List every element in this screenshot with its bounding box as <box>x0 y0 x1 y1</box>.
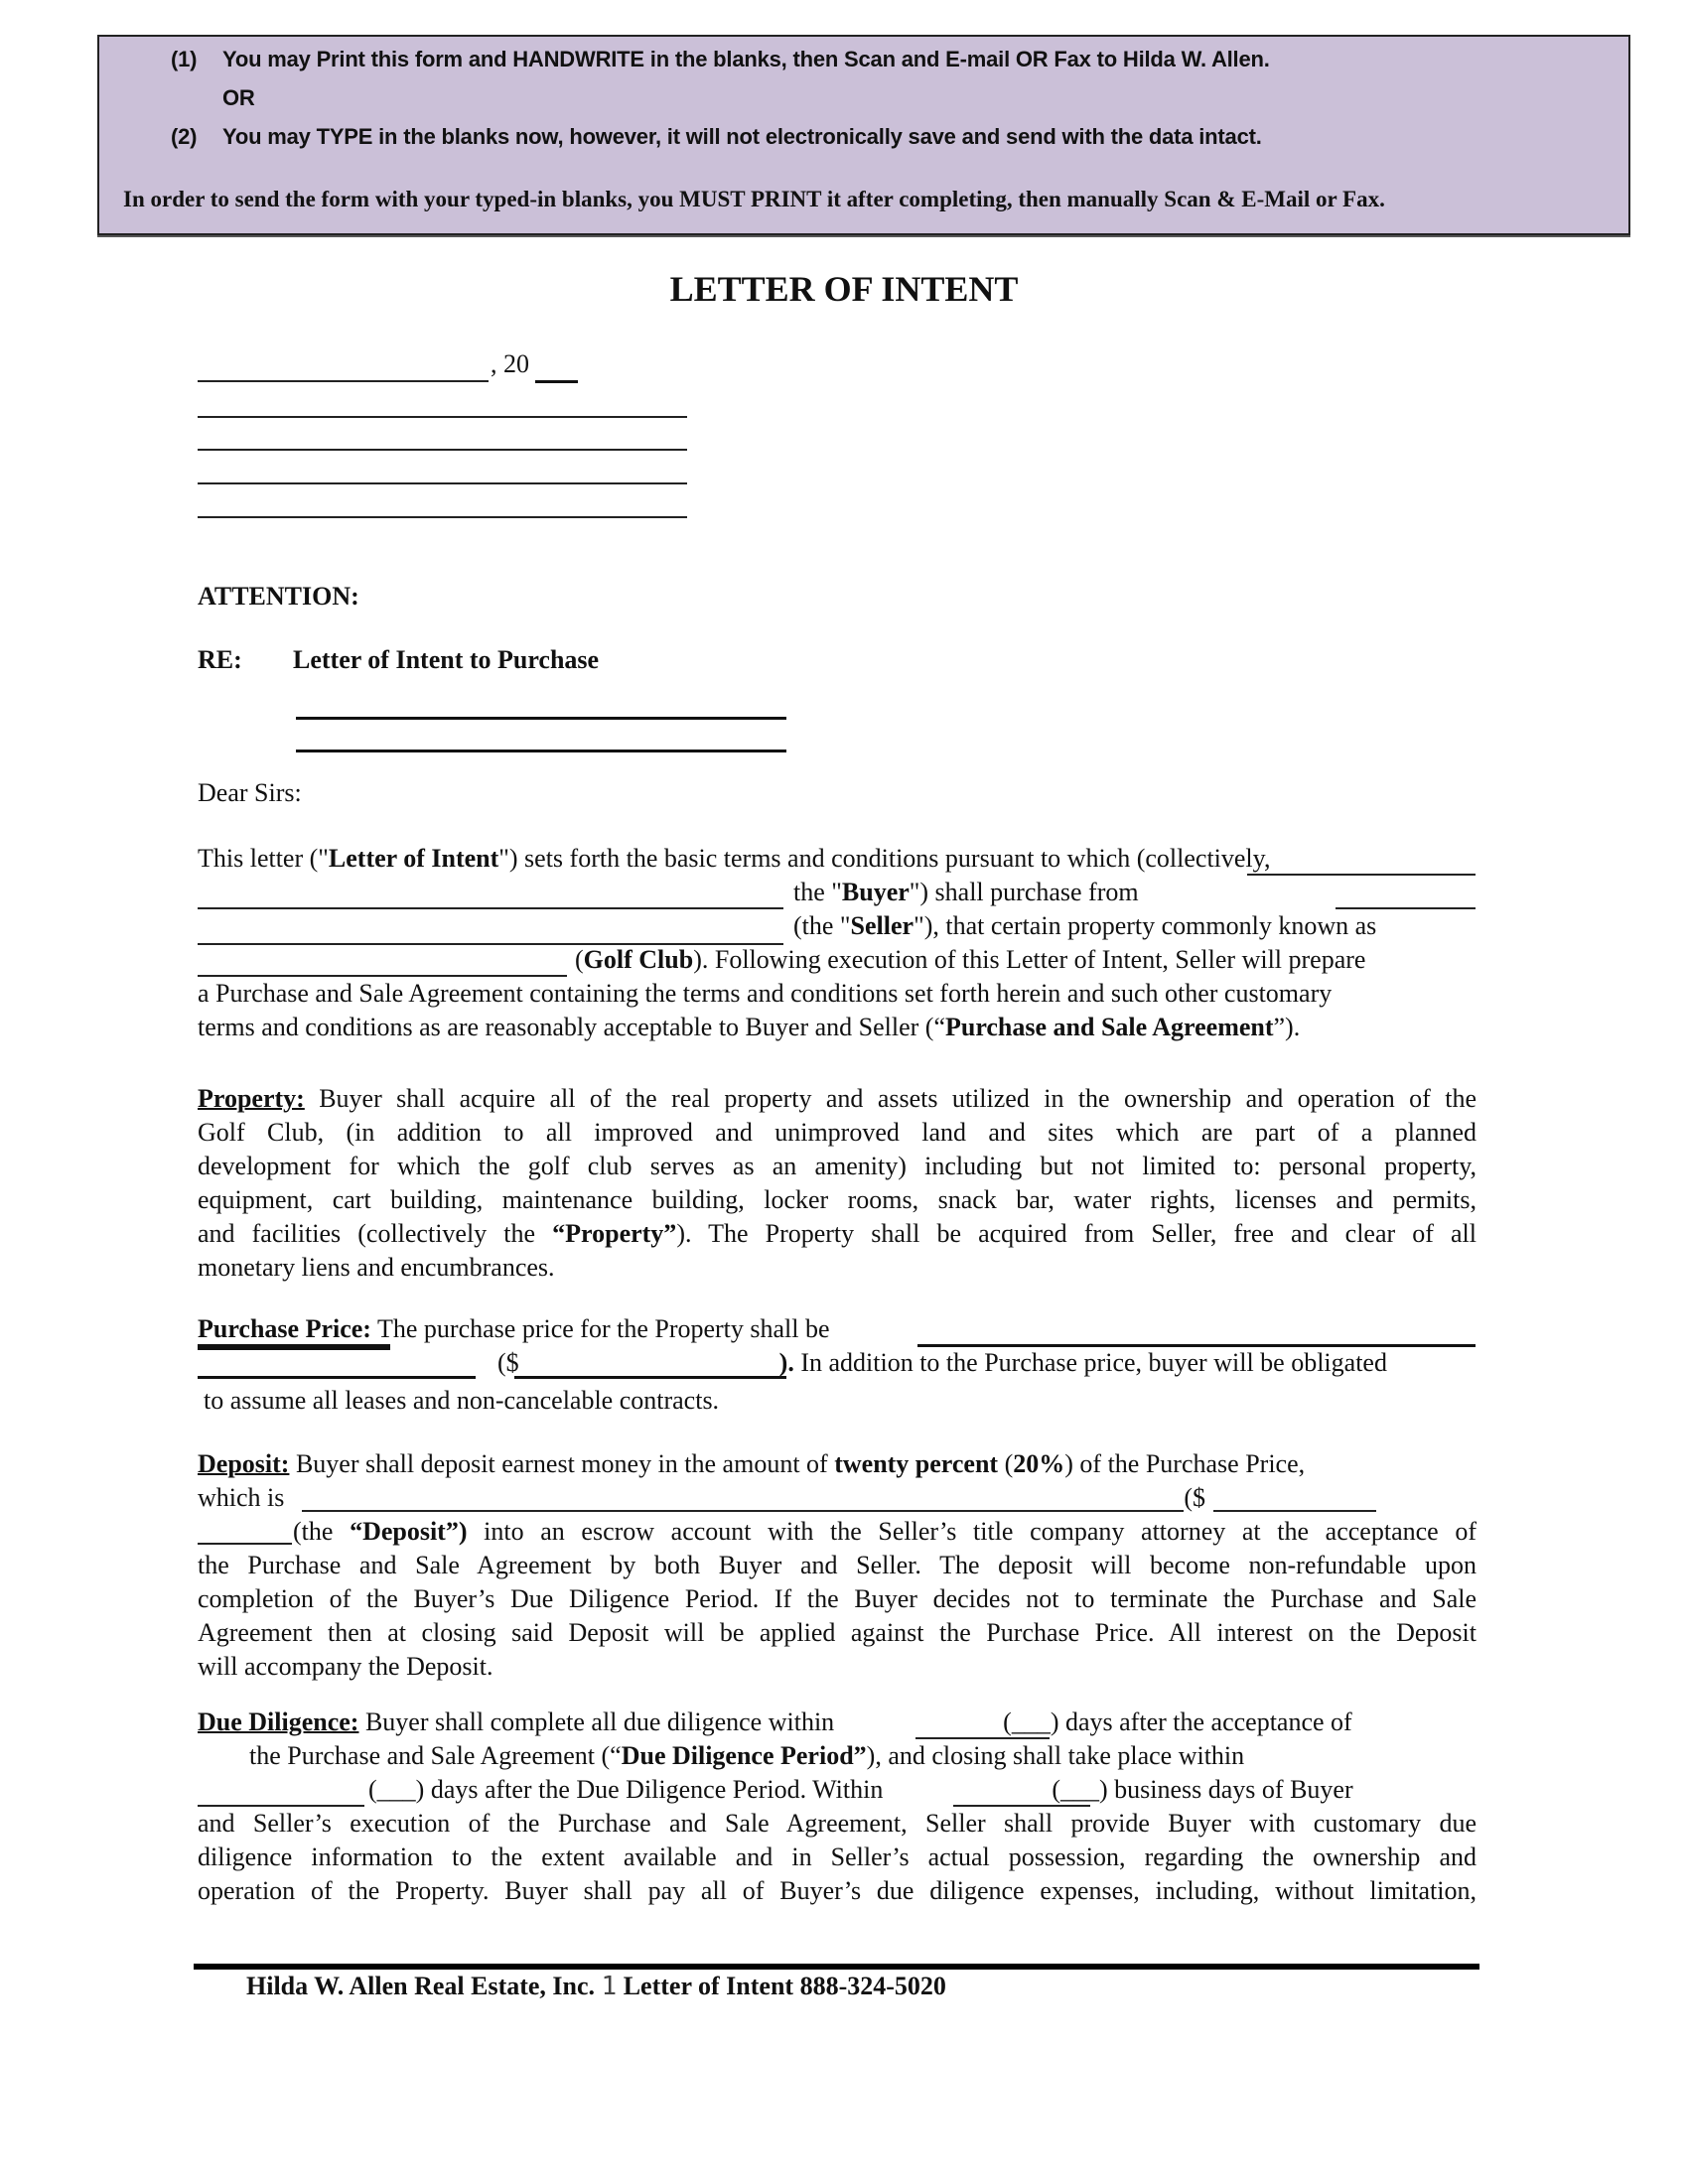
due-diligence-line-2: the Purchase and Sale Agreement (“Due Diligence Period”), and closing shall take place within <box>249 1741 1245 1770</box>
deposit-amount-field-a[interactable] <box>1213 1510 1376 1512</box>
property-line-4: equipment, cart building, maintenance building, locker rooms, snack bar, water rights, licenses and permits, <box>198 1185 1477 1214</box>
purchase-price-amount-field[interactable] <box>514 1376 786 1379</box>
buyer-name-field-a[interactable] <box>1247 874 1476 876</box>
purchase-price-heading-underline <box>198 1344 390 1350</box>
property-line-3: development for which the golf club serves as an amenity) including but not limited to: personal property, <box>198 1152 1477 1180</box>
instruction-2-number: (2) <box>171 124 198 149</box>
buyer-name-field-b[interactable] <box>198 907 783 909</box>
property-line-6: monetary liens and encumbrances. <box>198 1253 555 1282</box>
intro-line-1: This letter ("Letter of Intent") sets forth the basic terms and conditions pursuant to which (collectively, <box>198 844 1271 873</box>
footer-divider <box>194 1964 1479 1970</box>
due-diligence-days-words-field[interactable] <box>915 1737 1050 1739</box>
address-line-3-field[interactable] <box>198 482 687 484</box>
due-diligence-line-4: and Seller’s execution of the Purchase and Sale Agreement, Seller shall provide Buyer with customary due <box>198 1809 1477 1838</box>
deposit-heading: Deposit: <box>198 1449 290 1478</box>
seller-name-field-b[interactable] <box>198 943 783 945</box>
property-line-1: Property: Buyer shall acquire all of the real property and assets utilized in the ownership and operation of the <box>198 1084 1477 1113</box>
due-diligence-heading: Due Diligence: <box>198 1707 359 1736</box>
salutation: Dear Sirs: <box>198 778 302 807</box>
property-paragraph <box>198 1082 1477 1285</box>
address-line-2-field[interactable] <box>198 449 687 451</box>
business-days-words-field[interactable] <box>953 1805 1090 1807</box>
deposit-line-6: Agreement then at closing said Deposit will be applied against the Purchase Price. All interest on the Deposit <box>198 1618 1477 1647</box>
intro-line-6: terms and conditions as are reasonably acceptable to Buyer and Seller (“Purchase and Sale Agreement”). <box>198 1013 1301 1041</box>
purchase-price-words-field-b[interactable] <box>198 1376 476 1379</box>
seller-name-field-a[interactable] <box>1336 907 1476 909</box>
due-diligence-line-1: Due Diligence: Buyer shall complete all due diligence within (___) days after the acceptance of <box>198 1707 1352 1736</box>
instruction-1-number: (1) <box>171 47 198 71</box>
deposit-amount-field-b[interactable] <box>198 1543 292 1545</box>
purchase-price-line-2: ($ ). In addition to the Purchase price, buyer will be obligated <box>497 1348 1387 1377</box>
due-diligence-line-3: (___) days after the Due Diligence Period. Within (___) business days of Buyer <box>368 1775 1353 1804</box>
purchase-price-words-field-a[interactable] <box>917 1344 1476 1347</box>
page-title: LETTER OF INTENT <box>669 269 1019 309</box>
closing-days-words-field[interactable] <box>198 1805 364 1807</box>
re-line-2-field[interactable] <box>296 750 786 752</box>
address-line-4-field[interactable] <box>198 516 687 518</box>
property-line-5: and facilities (collectively the “Property”). The Property shall be acquired from Seller, free and clear of all <box>198 1219 1477 1248</box>
re-label: RE: <box>198 645 242 674</box>
property-line-2: Golf Club, (in addition to all improved and unimproved land and sites which are part of a planned <box>198 1118 1477 1147</box>
due-diligence-line-6: operation of the Property. Buyer shall pay all of Buyer’s due diligence expenses, including, without limitation, <box>198 1876 1477 1905</box>
page-footer <box>246 1972 946 2001</box>
deposit-line-5: completion of the Buyer’s Due Diligence Period. If the Buyer decides not to terminate the Purchase and Sale <box>198 1584 1477 1613</box>
attention-label: ATTENTION: <box>198 582 359 611</box>
deposit-words-field[interactable] <box>302 1510 1184 1512</box>
instruction-2-text: You may TYPE in the blanks now, however, it will not electronically save and send with the data intact. <box>222 124 1262 149</box>
intro-line-5: a Purchase and Sale Agreement containing the terms and conditions set forth herein and such other customary <box>198 979 1333 1008</box>
due-diligence-line-5: diligence information to the extent available and in Seller’s actual possession, regarding the ownership and <box>198 1843 1477 1871</box>
intro-line-2: the "Buyer") shall purchase from <box>793 878 1139 906</box>
deposit-line-4: the Purchase and Sale Agreement by both Buyer and Seller. The deposit will become non-refundable upon <box>198 1551 1477 1579</box>
deposit-line-7: will accompany the Deposit. <box>198 1652 493 1681</box>
instruction-1-text: You may Print this form and HANDWRITE in the blanks, then Scan and E-mail OR Fax to Hilda W. Allen. <box>222 47 1270 71</box>
instructions-notice <box>97 35 1630 235</box>
intro-line-4: (Golf Club). Following execution of this Letter of Intent, Seller will prepare <box>575 945 1366 974</box>
deposit-line-2: which is ($ <box>198 1483 1206 1512</box>
instruction-footer-text: In order to send the form with your typed-in blanks, you MUST PRINT it after completing, then manually Scan & E-Mail or Fax. <box>123 187 1385 211</box>
footer-doc-name: Letter of Intent <box>623 1972 794 2000</box>
purchase-price-line-1: Purchase Price: The purchase price for the Property shall be <box>198 1314 830 1343</box>
date-month-day-field[interactable] <box>198 380 489 382</box>
deposit-line-3: (the “Deposit”) into an escrow account with the Seller’s title company attorney at the acceptance of <box>293 1517 1477 1546</box>
re-line-1-field[interactable] <box>296 717 786 720</box>
golf-club-name-field[interactable] <box>198 975 567 977</box>
date-year-prefix: , 20 <box>491 349 529 378</box>
footer-phone: 888-324-5020 <box>799 1972 946 2000</box>
due-diligence-paragraph <box>198 1706 1477 1908</box>
deposit-paragraph <box>198 1447 1477 1684</box>
purchase-price-line-3: to assume all leases and non-cancelable contracts. <box>204 1386 720 1415</box>
purchase-price-paragraph <box>198 1312 1477 1418</box>
intro-line-3: (the "Seller"), that certain property commonly known as <box>793 911 1377 940</box>
footer-company: Hilda W. Allen Real Estate, Inc. <box>246 1972 596 2000</box>
re-subject: Letter of Intent to Purchase <box>293 645 600 674</box>
property-heading: Property: <box>198 1084 305 1113</box>
address-line-1-field[interactable] <box>198 416 687 418</box>
deposit-line-1: Deposit: Buyer shall deposit earnest money in the amount of twenty percent (20%) of the Purchase Price, <box>198 1449 1306 1478</box>
date-year-field[interactable] <box>535 380 578 383</box>
instruction-or-text: OR <box>222 85 255 110</box>
purchase-price-heading: Purchase Price: <box>198 1314 371 1343</box>
footer-page-number: 1 <box>601 1972 618 2001</box>
